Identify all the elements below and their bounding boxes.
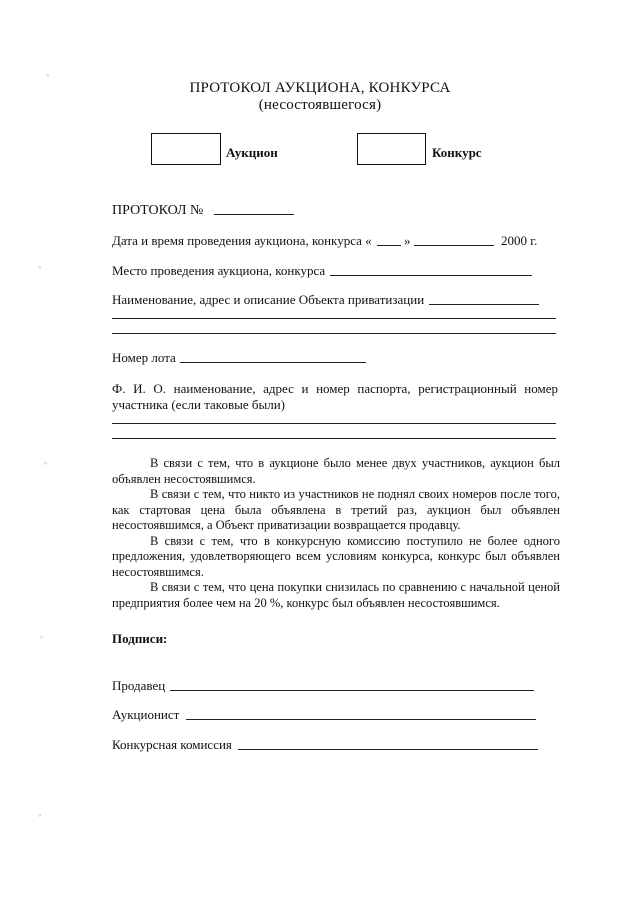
auction-checkbox[interactable] (151, 133, 221, 165)
protocol-number-label: ПРОТОКОЛ № (112, 203, 204, 218)
date-day-field[interactable] (377, 245, 401, 246)
condition-paragraph-3: В связи с тем, что в конкурсную комиссию поступило не более одного предложения, удовлетворяющего всем условиям конкурса, конкурс был объявлен несостоявшимся. (112, 533, 560, 579)
object-field-1[interactable] (429, 304, 539, 305)
commission-signature-field[interactable] (238, 749, 538, 750)
auctioneer-signature-field[interactable] (186, 719, 536, 720)
commission-label: Конкурсная комиссия (112, 737, 232, 752)
place-label: Место проведения аукциона, конкурса (112, 263, 326, 278)
lot-label: Номер лота (112, 350, 176, 365)
conditions-text (112, 456, 560, 611)
contest-checkbox[interactable] (357, 133, 426, 165)
scan-mark: ◦ (46, 70, 50, 80)
participant-label: Ф. И. О. наименование, адрес и номер паспорта, регистрационный номер участника (если таковые были) (112, 381, 558, 412)
object-field-3[interactable] (112, 333, 556, 334)
scan-mark: ◦ (44, 458, 48, 468)
place-field[interactable] (330, 275, 532, 276)
scan-mark: ◦ (38, 262, 42, 272)
seller-signature-field[interactable] (170, 690, 534, 691)
object-label: Наименование, адрес и описание Объекта приватизации (112, 292, 425, 307)
seller-label: Продавец (112, 678, 166, 693)
signatures-heading: Подписи: (112, 631, 168, 646)
condition-paragraph-1: В связи с тем, что в аукционе было менее двух участников, аукцион был объявлен несостоявшимся. (112, 456, 560, 486)
date-year: 2000 г. (501, 233, 538, 248)
condition-paragraph-2: В связи с тем, что никто из участников не поднял своих номеров после того, как стартовая цена была объявлена в третий раз, аукцион был объявлен несостоявшимся, а Объект приватизации возвращается продавцу. (112, 487, 560, 532)
scan-mark: ◦ (38, 810, 42, 820)
scan-mark: ◦ (40, 632, 44, 642)
document-title: ПРОТОКОЛ АУКЦИОНА, КОНКУРСА (189, 80, 451, 96)
protocol-number-field[interactable] (214, 214, 294, 215)
date-month-field[interactable] (414, 245, 494, 246)
date-label: Дата и время проведения аукциона, конкурса « (112, 233, 372, 248)
participant-field-2[interactable] (112, 438, 556, 439)
lot-field[interactable] (180, 362, 366, 363)
object-field-2[interactable] (112, 318, 556, 319)
condition-paragraph-4: В связи с тем, что цена покупки снизилась по сравнению с начальной ценой предприятия более чем на 20 %, конкурс был объявлен несостоявшимся. (112, 580, 560, 610)
participant-field-1[interactable] (112, 423, 556, 424)
auctioneer-label: Аукционист (112, 707, 180, 722)
contest-checkbox-label: Конкурс (432, 145, 482, 160)
auction-checkbox-label: Аукцион (226, 145, 278, 160)
date-quote-close: » (404, 233, 411, 248)
document-subtitle: (несостоявшегося) (258, 97, 382, 113)
